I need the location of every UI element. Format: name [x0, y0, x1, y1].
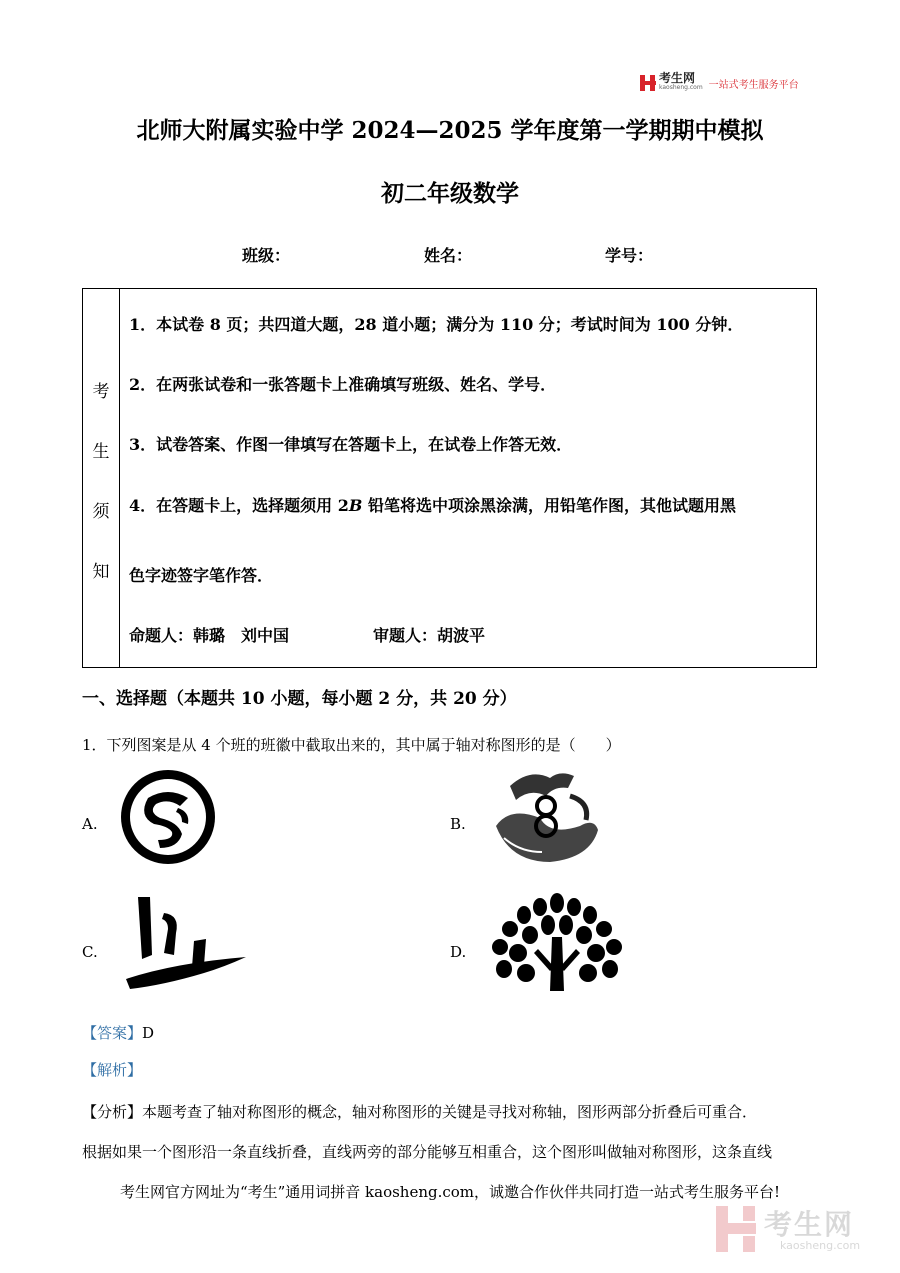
footer-text: 考生网官方网址为“考生”通用词拼音 kaosheng.com，诚邀合作伙伴共同打造一站式考生服务平台! [119, 1183, 781, 1201]
dragon-circle-emblem-icon [118, 768, 218, 866]
analysis-tag: 【解析】 [82, 1061, 143, 1079]
author-label: 命题人：韩璐 刘中国 [129, 626, 290, 645]
student-id-label: 学号： [605, 246, 654, 265]
analysis-line-2: 根据如果一个图形沿一条直线折叠，直线两旁的部分能够互相重合，这个图形叫做轴对称图形，这条直线 [82, 1143, 773, 1161]
notice-item-4-part: 4．在答题卡上，选择题须用 2 [129, 496, 349, 515]
notice-char: 知 [92, 562, 110, 582]
logo-slogan: 一站式考生服务平台 [708, 79, 799, 91]
watermark-logo-icon [716, 1206, 756, 1252]
analysis-line-1: 【分析】本题考查了轴对称图形的概念，轴对称图形的关键是寻找对称轴，图形两部分折叠后可重合． [82, 1103, 758, 1121]
notice-item-2: 2．在两张试卷和一张答题卡上准确填写班级、姓名、学号． [129, 375, 557, 394]
reviewer-label: 审题人：胡波平 [373, 626, 486, 645]
logo-brand-text: 考生网 [659, 71, 696, 85]
notice-side-label [83, 289, 120, 667]
notice-item-4-part: 铅笔将选中项涂黑涂满，用铅笔作图，其他试题用黑 [362, 496, 736, 515]
kaosheng-logo-icon [640, 75, 656, 91]
watermark [716, 1203, 881, 1255]
dragon-8-emblem-icon [490, 766, 602, 866]
notice-item-4 [129, 493, 736, 516]
class-label: 班级： [242, 246, 291, 265]
tree-emblem-icon [490, 893, 624, 993]
option-a-label[interactable]: A. [82, 815, 98, 833]
page-title: 北师大附属实验中学 2024—2025 学年度第一学期期中模拟 [136, 117, 764, 144]
notice-char: 考 [92, 382, 110, 402]
notice-char: 须 [92, 502, 110, 522]
notice-item-4-cont: 色字迹签字笔作答． [129, 566, 274, 585]
logo-brand [659, 73, 703, 93]
site-logo[interactable] [640, 72, 810, 94]
section-heading: 一、选择题（本题共 10 小题，每小题 2 分，共 20 分） [82, 689, 517, 709]
option-d-label[interactable]: D. [450, 943, 467, 961]
watermark-text: 考生网 [764, 1208, 855, 1241]
option-b-label[interactable]: B. [450, 815, 466, 833]
answer-line [82, 1022, 154, 1043]
option-c-label[interactable]: C. [82, 943, 98, 961]
notice-item-3: 3．试卷答案、作图一律填写在答题卡上，在试卷上作答无效． [129, 435, 573, 454]
watermark-domain: kaosheng.com [780, 1239, 861, 1252]
notice-item-4-italic: B [348, 496, 363, 515]
boat-calligraphy-emblem-icon [124, 893, 248, 993]
answer-value: D [142, 1024, 155, 1042]
notice-item-1: 1．本试卷 8 页；共四道大题，28 道小题；满分为 110 分；考试时间为 100 分钟． [129, 315, 744, 334]
logo-domain: kaosheng.com [659, 84, 703, 91]
question-stem: 1．下列图案是从 4 个班的班徽中截取出来的，其中属于轴对称图形的是（ ） [82, 736, 621, 754]
exam-notice-box [82, 288, 817, 668]
name-label: 姓名： [424, 246, 473, 265]
notice-char: 生 [92, 442, 110, 462]
answer-tag: 【答案】 [82, 1024, 143, 1042]
page-subtitle: 初二年级数学 [381, 180, 519, 207]
